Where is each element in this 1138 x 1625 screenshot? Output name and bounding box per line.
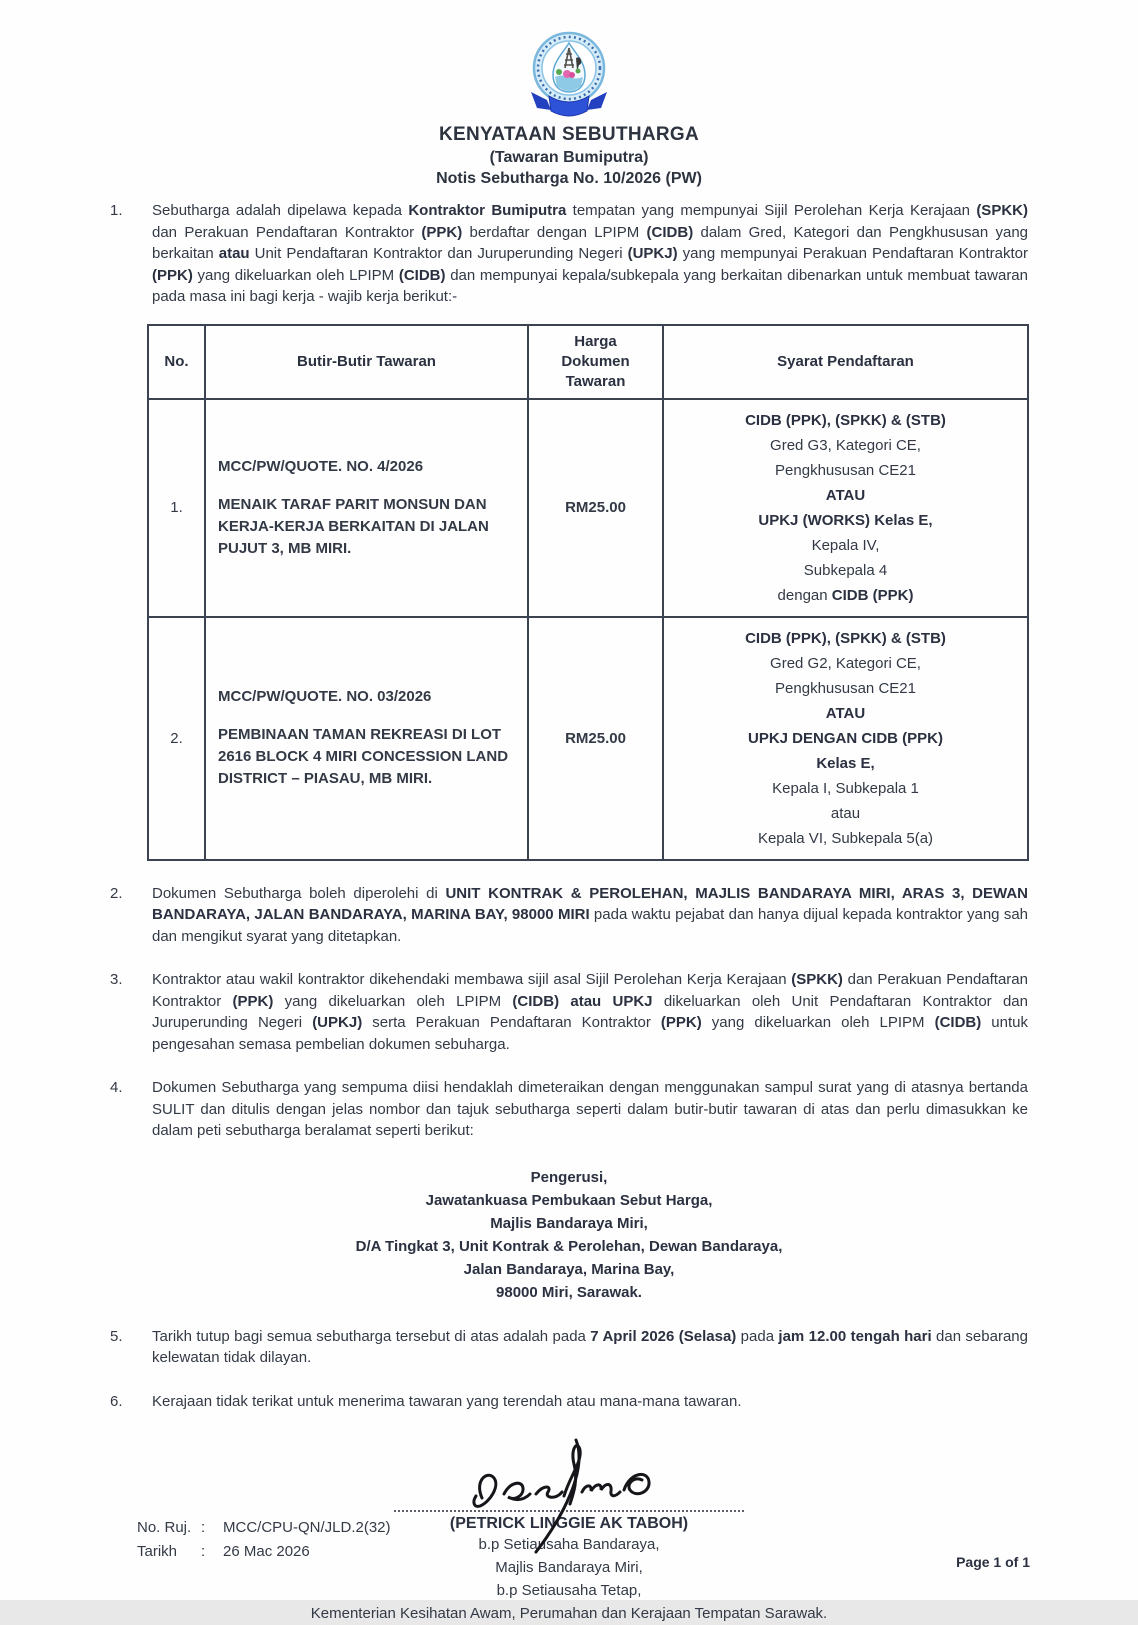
page-number: Page 1 of 1 <box>956 1554 1030 1570</box>
row-2-work-title: PEMBINAAN TAMAN REKREASI DI LOT 2616 BLOCK 4 MIRI CONCESSION LAND DISTRICT – PIASAU, MB MIRI. <box>218 726 509 787</box>
signatory-name: (PETRICK LINGGIE AK TABOH) <box>449 1515 689 1532</box>
row-2-syarat: CIDB (PPK), (SPKK) & (STB) Gred G2, Kategori CE, Pengkhususan CE21 ATAU UPKJ DENGAN CIDB (PPK) Kelas E, Kepala I, Subkepala 1 atau Kepala VI, Subkepala 5(a) <box>663 617 1028 860</box>
document-subtitle: (Tawaran Bumiputra) <box>489 149 649 166</box>
signatory-title-line: Kementerian Kesihatan Awam, Perumahan dan Kerajaan Tempatan Sarawak. <box>310 1605 828 1622</box>
signatory-title-line: Majlis Bandaraya Miri, <box>495 1559 643 1576</box>
signatory-title-line: b.p Setiausaha Tetap, <box>496 1582 642 1599</box>
ref-value: MCC/CPU-QN/JLD.2(32) <box>223 1519 391 1536</box>
col-header-harga: Harga Dokumen Tawaran <box>528 325 663 399</box>
paragraph-5 <box>110 1326 1028 1369</box>
row-2-price: RM25.00 <box>528 617 663 860</box>
tender-table <box>147 324 1029 861</box>
paragraph-1 <box>110 200 1028 308</box>
document-header <box>110 30 1028 188</box>
date-colon: : <box>201 1543 206 1560</box>
paragraph-3-text: Kontraktor atau wakil kontraktor dikehendaki membawa sijil asal Sijil Perolehan Kerja Kerajaan (SPKK) dan Perakuan Pendaftaran Kontraktor (PPK) yang dikeluarkan oleh LPIPM (CIDB) atau UPKJ dikeluarkan oleh Unit Pendaftaran Kontraktor dan Juruperunding Negeri (UPKJ) serta Perakuan Pendaftaran Kontraktor (PPK) yang dikeluarkan oleh LPIPM (CIDB) untuk pengesahan semasa pembelian dokumen sebuharga. <box>152 971 1029 1053</box>
document-footer <box>137 1516 391 1564</box>
date-value: 26 Mac 2026 <box>223 1543 310 1560</box>
paragraph-4 <box>110 1077 1028 1142</box>
row-1-syarat: CIDB (PPK), (SPKK) & (STB) Gred G3, Kategori CE, Pengkhususan CE21 ATAU UPKJ (WORKS) Kelas E, Kepala IV, Subkepala 4 dengan CIDB (PPK) <box>663 399 1028 617</box>
row-2-no: 2. <box>148 617 205 860</box>
row-1-quote-ref: MCC/PW/QUOTE. NO. 4/2026 <box>218 457 424 475</box>
row-2-butir <box>205 617 528 860</box>
paragraph-6-text: Kerajaan tidak terikat untuk menerima tawaran yang terendah atau mana-mana tawaran. <box>152 1392 742 1410</box>
table-row-1 <box>148 399 1028 617</box>
row-1-butir <box>205 399 528 617</box>
submission-address <box>110 1166 1028 1304</box>
signatory-title-line: b.p Setiausaha Bandaraya, <box>478 1536 660 1553</box>
paragraph-2-number: 2. <box>110 884 123 902</box>
address-line: 98000 Miri, Sarawak. <box>496 1283 642 1301</box>
paragraph-1-number: 1. <box>110 202 123 219</box>
paragraph-6-number: 6. <box>110 1392 123 1410</box>
row-1-no: 1. <box>148 399 205 617</box>
paragraph-6 <box>110 1391 1028 1413</box>
col-header-no: No. <box>148 325 205 399</box>
date-label: Tarikh <box>137 1543 178 1560</box>
row-1-price: RM25.00 <box>528 399 663 617</box>
address-line: Majlis Bandaraya Miri, <box>490 1214 648 1232</box>
paragraph-5-text: Tarikh tutup bagi semua sebutharga tersebut di atas adalah pada 7 April 2026 (Selasa) pada jam 12.00 tengah hari dan sebarang kelewatan tidak dilayan. <box>152 1327 1028 1366</box>
paragraph-3 <box>110 969 1028 1055</box>
paragraph-5-number: 5. <box>110 1327 123 1345</box>
notice-number: Notis Sebutharga No. 10/2026 (PW) <box>436 170 702 187</box>
row-2-quote-ref: MCC/PW/QUOTE. NO. 03/2026 <box>218 688 432 705</box>
address-line: Jawatankuasa Pembukaan Sebut Harga, <box>425 1191 713 1209</box>
paragraph-1-text: Sebutharga adalah dipelawa kepada Kontraktor Bumiputra tempatan yang mempunyai Sijil Perolehan Kerja Kerajaan (SPKK) dan Perakuan Pendaftaran Kontraktor (PPK) berdaftar dengan LPIPM (CIDB) dalam Gred, Kategori dan Pengkhususan yang berkaitan atau Unit Pendaftaran Kontraktor dan Juruperunding Negeri (UPKJ) yang mempunyai Perakuan Pendaftaran Kontraktor (PPK) yang dikeluarkan oleh LPIPM (CIDB) dan mempunyai kepala/subkepala yang berkaitan dibenarkan untuk membuat tawaran pada masa ini bagi kerja - wajib kerja berikut:- <box>152 202 1029 305</box>
address-line: Pengerusi, <box>530 1168 608 1186</box>
ref-colon: : <box>201 1519 206 1536</box>
paragraph-2-text: Dokumen Sebutharga boleh diperolehi di UNIT KONTRAK & PEROLEHAN, MAJLIS BANDARAYA MIRI, ARAS 3, DEWAN BANDARAYA, JALAN BANDARAYA, MARINA BAY, 98000 MIRI pada waktu pejabat dan hanya dijual kepada kontraktor yang sah dan mengikut syarat yang ditetapkan. <box>152 884 1028 945</box>
table-row-2 <box>148 617 1028 860</box>
handwritten-signature-icon <box>444 1426 694 1556</box>
address-line: D/A Tingkat 3, Unit Kontrak & Perolehan, Dewan Bandaraya, <box>355 1237 783 1255</box>
address-line: Jalan Bandaraya, Marina Bay, <box>463 1260 675 1278</box>
paragraph-4-number: 4. <box>110 1079 123 1096</box>
majlis-bandaraya-miri-crest-icon <box>517 30 621 122</box>
paragraph-2 <box>110 883 1028 948</box>
paragraph-3-number: 3. <box>110 971 123 988</box>
document-title: KENYATAAN SEBUTHARGA <box>438 124 700 145</box>
paragraph-4-text: Dokumen Sebutharga yang sempuma diisi hendaklah dimeteraikan dengan menggunakan sampul surat yang di atasnya bertanda SULIT dan ditulis dengan jelas nombor dan tajuk sebutharga seperti dalam butir-butir tawaran di atas dan perlu dimasukkan ke dalam peti sebutharga beralamat seperti berikut: <box>152 1079 1028 1139</box>
row-1-work-title: MENAIK TARAF PARIT MONSUN DAN KERJA-KERJA BERKAITAN DI JALAN PUJUT 3, MB MIRI. <box>218 495 489 557</box>
col-header-butir: Butir-Butir Tawaran <box>205 325 528 399</box>
tender-table-wrap <box>147 324 1028 861</box>
ref-label: No. Ruj. <box>137 1519 192 1536</box>
col-header-syarat: Syarat Pendaftaran <box>663 325 1028 399</box>
